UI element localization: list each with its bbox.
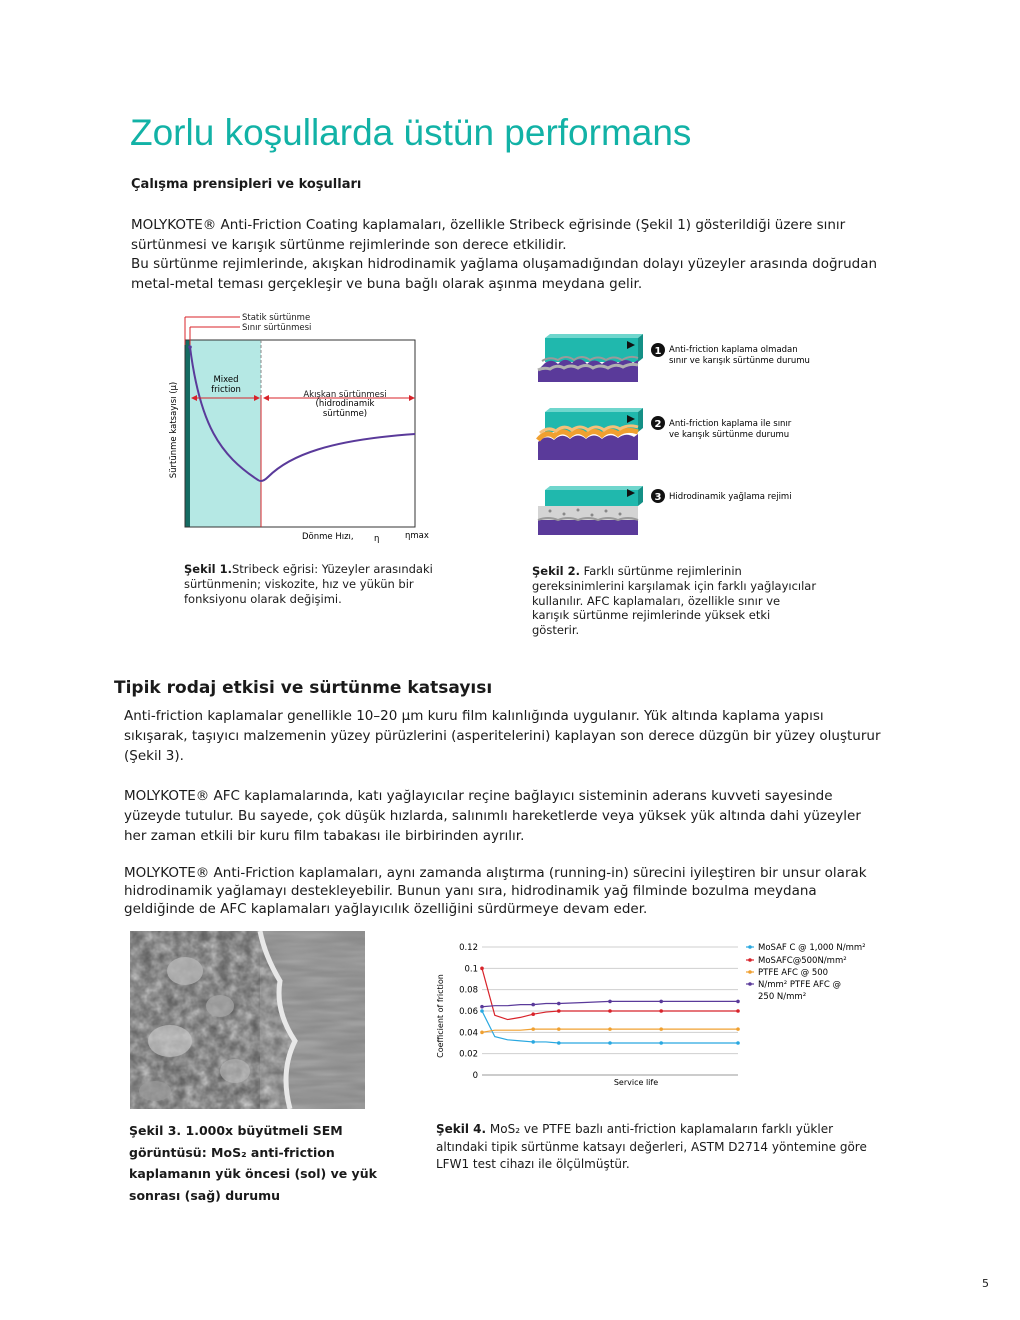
paragraph-line bbox=[124, 766, 904, 786]
data-point bbox=[557, 1041, 561, 1045]
data-point bbox=[557, 1027, 561, 1031]
paragraph-line: metal-metal teması gerçekleşir ve buna bağlı olarak aşınma meydana gelir. bbox=[131, 275, 643, 292]
y-tick-label: 0.1 bbox=[464, 964, 478, 975]
caption-line: kullanılır. AFC kaplamaları, özellikle sınır ve bbox=[532, 593, 781, 608]
caption-label: Şekil 2. bbox=[532, 564, 580, 578]
legend-marker-dot bbox=[748, 945, 752, 949]
paragraph-line: geldiğinde de AFC kaplamaları yağlayıcılık özelliğini sürdürmeye devam eder. bbox=[124, 901, 648, 917]
section1-body bbox=[131, 216, 901, 294]
regime-block-3 bbox=[538, 486, 643, 535]
data-point bbox=[608, 1041, 612, 1045]
data-point bbox=[659, 1041, 663, 1045]
data-point bbox=[531, 1003, 535, 1007]
data-point bbox=[557, 1009, 561, 1013]
legend-entry: N/mm² PTFE AFC @ bbox=[758, 980, 842, 990]
data-point bbox=[608, 1027, 612, 1031]
paragraph-line: (Şekil 3). bbox=[124, 748, 184, 764]
legend-entry: MoSAF C @ 1,000 N/mm² bbox=[758, 943, 866, 953]
stribeck-figure bbox=[160, 305, 430, 550]
eta-label: η bbox=[374, 534, 380, 544]
regime-block-2 bbox=[538, 408, 643, 460]
caption-label: Şekil 4. bbox=[436, 1122, 487, 1136]
regime-label-2b: ve karışık sürtünme durumu bbox=[669, 430, 790, 440]
caption-line: fonksiyonu olarak değişimi. bbox=[184, 591, 342, 606]
mixed-friction-region bbox=[190, 340, 261, 527]
caption-line: Farklı sürtünme rejimlerinin bbox=[580, 564, 742, 578]
data-point bbox=[531, 1040, 535, 1044]
paragraph-line: MOLYKOTE® Anti-Friction kaplamaları, aynı zamanda alıştırma (running-in) sürecini iyileştiren bir unsur olarak bbox=[124, 865, 867, 881]
static-friction-bar bbox=[185, 340, 190, 527]
paragraph-line: Anti-friction kaplamalar genellikle 10–20 µm kuru film kalınlığında uygulanır. Yük altında kaplama yapısı bbox=[124, 708, 824, 724]
data-point bbox=[480, 967, 484, 971]
figure1-caption bbox=[184, 562, 433, 606]
paragraph-line: yüzeyde tutulur. Bu sayede, çok düşük hızlarda, salınımlı hareketlerde veya yüksek yük altında dahi yüzeyler bbox=[124, 808, 861, 824]
caption-label: Şekil 1. bbox=[184, 562, 232, 576]
regime-label-2a: Anti-friction kaplama ile sınır bbox=[669, 419, 792, 429]
chart-x-label: Service life bbox=[613, 1078, 659, 1087]
legend-marker-dot bbox=[748, 982, 752, 986]
caption-line: gösterir. bbox=[532, 623, 580, 638]
legend-marker-dot bbox=[748, 970, 752, 974]
caption-line: Şekil 3. 1.000x büyütmeli SEM bbox=[129, 1123, 343, 1138]
regime-label-3a: Hidrodinamik yağlama rejimi bbox=[669, 492, 792, 502]
mixed-label-2: friction bbox=[211, 385, 241, 395]
fluid-label-2: (hidrodinamik bbox=[315, 399, 375, 409]
caption-line: LFW1 test cihazı ile ölçülmüştür. bbox=[436, 1157, 630, 1171]
chart-y-label: Coefficient of friction bbox=[436, 974, 445, 1058]
data-point bbox=[736, 1041, 740, 1045]
mixed-label-1: Mixed bbox=[213, 375, 239, 385]
y-tick-label: 0 bbox=[472, 1071, 478, 1081]
page-number: 5 bbox=[982, 1277, 989, 1290]
paragraph-line: Bu sürtünme rejimlerinde, akışkan hidrodinamik yağlama oluşamadığından dolayı yüzeyler arasında doğrudan bbox=[131, 256, 878, 272]
paragraph-line: MOLYKOTE® AFC kaplamalarında, katı yağlayıcılar reçine bağlayıcı sisteminin aderans kuvveti sayesinde bbox=[124, 788, 833, 804]
legend-entry: PTFE AFC @ 500 bbox=[758, 968, 829, 978]
figure4-caption bbox=[436, 1121, 867, 1174]
data-point bbox=[531, 1027, 535, 1031]
caption-line: görüntüsü: MoS₂ anti-friction bbox=[129, 1144, 335, 1160]
data-point bbox=[480, 1005, 484, 1009]
data-point bbox=[557, 1002, 561, 1006]
series-line-1 bbox=[482, 1011, 738, 1043]
legend-entry: 250 N/mm² bbox=[758, 992, 807, 1002]
paragraph-line: her zaman etkili bir kuru film tabakası ile birbirinden ayrılır. bbox=[124, 828, 525, 844]
section2-body bbox=[124, 706, 904, 918]
regime-label-1b: sınır ve karışık sürtünme durumu bbox=[669, 356, 810, 366]
y-tick-label: 0.06 bbox=[459, 1007, 478, 1017]
regime-label-1a: Anti-friction kaplama olmadan bbox=[669, 345, 798, 355]
caption-line: altındaki tipik sürtünme katsayı değerleri, ASTM D2714 yöntemine göre bbox=[436, 1139, 867, 1154]
y-tick-label: 0.02 bbox=[459, 1049, 478, 1060]
data-point bbox=[608, 1000, 612, 1004]
data-point bbox=[480, 1031, 484, 1035]
legend-entry: MoSAFC@500N/mm² bbox=[758, 956, 847, 966]
fluid-label-1: Akışkan sürtünmesi bbox=[303, 390, 387, 400]
y-tick-label: 0.08 bbox=[459, 985, 478, 996]
data-point bbox=[480, 1009, 484, 1013]
fluid-label-3: sürtünme) bbox=[322, 409, 368, 419]
data-point bbox=[659, 1009, 663, 1013]
paragraph-line: sürtünmesi ve karışık sürtünme rejimlerinde son derece etkilidir. bbox=[131, 236, 567, 253]
y-tick-label: 0.04 bbox=[459, 1028, 478, 1039]
y-axis-label: Sürtünme katsayısı (µ) bbox=[169, 381, 179, 479]
data-point bbox=[659, 1027, 663, 1031]
static-friction-label: Statik sürtünme bbox=[242, 313, 311, 323]
paragraph-line: MOLYKOTE® Anti-Friction Coating kaplamaları, özellikle Stribeck eğrisinde (Şekil 1) gösterildiği üzere sınır bbox=[131, 217, 846, 233]
caption-line: gereksinimlerini karşılamak için farklı yağlayıcılar bbox=[532, 578, 817, 593]
section2-heading: Tipik rodaj etkisi ve sürtünme katsayısı bbox=[114, 678, 493, 698]
data-point bbox=[531, 1012, 535, 1016]
eta-max-label: ηmax bbox=[405, 531, 429, 541]
figure3-caption bbox=[129, 1120, 377, 1206]
y-tick-label: 0.12 bbox=[459, 943, 478, 953]
regime-number-3: 3 bbox=[654, 492, 662, 503]
caption-line: kaplamanın yük öncesi (sol) ve yük bbox=[129, 1166, 377, 1181]
paragraph-line bbox=[124, 846, 904, 864]
regime-number-1: 1 bbox=[654, 346, 662, 357]
caption-line: MoS₂ ve PTFE bazlı anti-friction kaplamaların farklı yükler bbox=[486, 1122, 834, 1136]
caption-line: sürtünmenin; viskozite, hız ve yükün bir bbox=[184, 576, 414, 591]
boundary-friction-label: Sınır sürtünmesi bbox=[242, 323, 312, 333]
caption-line: sonrası (sağ) durumu bbox=[129, 1187, 281, 1203]
paragraph-line: hidrodinamik yağlamayı destekleyebilir. Bunun yanı sıra, hidrodinamik yağ filminde bozulma meydana bbox=[124, 883, 817, 899]
data-point bbox=[736, 1009, 740, 1013]
data-point bbox=[608, 1009, 612, 1013]
figure2-caption bbox=[532, 564, 816, 638]
section1-heading: Çalışma prensipleri ve koşulları bbox=[131, 177, 362, 192]
page-title: Zorlu koşullarda üstün performans bbox=[130, 112, 692, 153]
regime-block-1 bbox=[538, 334, 643, 382]
regime-number-2: 2 bbox=[654, 419, 662, 430]
sem-image bbox=[130, 931, 365, 1109]
data-point bbox=[736, 1027, 740, 1031]
data-point bbox=[736, 1000, 740, 1004]
regime-figure bbox=[530, 330, 860, 545]
friction-chart bbox=[432, 936, 882, 1091]
caption-line: Stribeck eğrisi: Yüzeyler arasındaki bbox=[232, 562, 433, 576]
legend-marker-dot bbox=[748, 958, 752, 962]
paragraph-line: sıkışarak, taşıyıcı malzemenin yüzey pürüzlerini (asperitelerini) kaplayan son derece düzgün bir yüzey oluşturur bbox=[124, 728, 881, 744]
caption-line: karışık sürtünme rejimlerinde yüksek etki bbox=[532, 608, 771, 623]
data-point bbox=[659, 1000, 663, 1004]
x-axis-label: Dönme Hızı, bbox=[302, 532, 354, 542]
